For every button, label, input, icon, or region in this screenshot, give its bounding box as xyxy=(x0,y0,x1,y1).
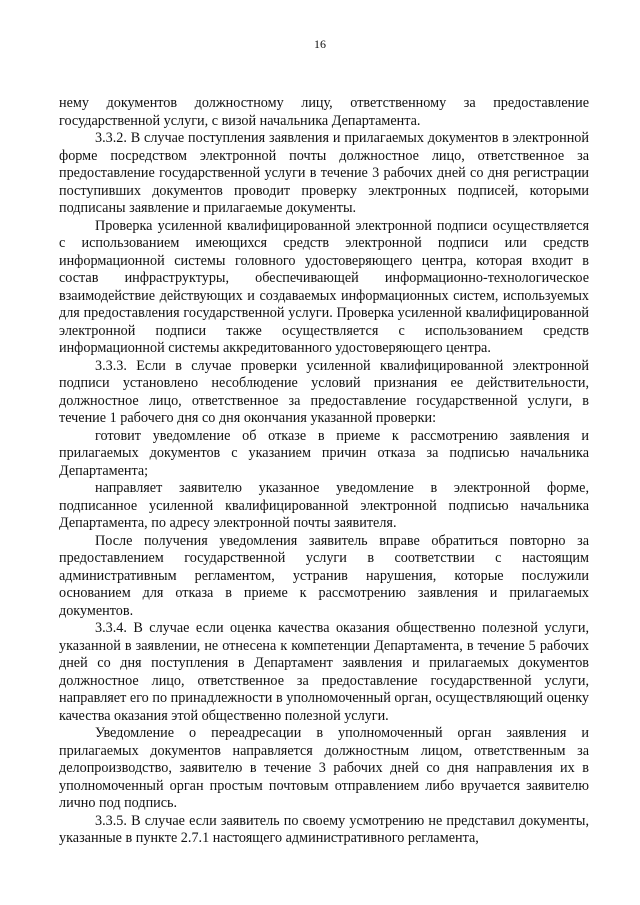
paragraph-3-3-5: 3.3.5. В случае если заявитель по своему усмотрению не представил документы, указанные в пункте 2.7.1 настоящего административного регламента, xyxy=(59,812,589,846)
paragraph-signature-check: Проверка усиленной квалифицированной электронной подписи осуществляется с использованием имеющихся средств электронной подписи или средств информационной системы головного удостоверяющего центра, которая входит в состав инфраструктуры, обеспечивающей информационно-технологическое взаимодействие действующих и создаваемых информационных систем, используемых для предоставления государственной услуги. Проверка усиленной квалифицированной электронной подписи также осуществляется с использованием средств информационной системы аккредитованного удостоверяющего центра. xyxy=(59,217,589,356)
paragraph-prepare-notice: готовит уведомление об отказе в приеме к рассмотрению заявления и прилагаемых документов с указанием причин отказа за подписью начальника Департамента; xyxy=(59,427,589,479)
paragraph-3-3-4: 3.3.4. В случае если оценка качества оказания общественно полезной услуги, указанной в заявлении, не отнесена к компетенции Департамента, в течение 5 рабочих дней со дня поступления в Департамент заявления и прилагаемых документов должностное лицо, ответственное за предоставление государственной услуги, направляет его по принадлежности в уполномоченный орган, осуществляющий оценку качества оказания этой общественно полезной услуги. xyxy=(59,620,589,724)
paragraph-send-notice: направляет заявителю указанное уведомление в электронной форме, подписанное усиленной квалифицированной электронной подписью начальника Департамента, по адресу электронной почты заявителя. xyxy=(59,480,589,531)
paragraph-redirect-notice: Уведомление о переадресации в уполномоченный орган заявления и прилагаемых документов направляется должностным лицом, ответственным за делопроизводство, заявителю в течение 3 рабочих дней со дня направления их в уполномоченный орган простым почтовым отправлением либо вручается заявителю лично под подпись. xyxy=(59,725,589,811)
document-body xyxy=(59,95,589,848)
paragraph-reapply: После получения уведомления заявитель вправе обратиться повторно за предоставлением государственной услуги в соответствии с настоящим административным регламентом, устранив нарушения, которые послужили основанием для отказа в приеме к рассмотрению заявления и прилагаемых документов. xyxy=(59,532,589,619)
paragraph-continuation: нему документов должностному лицу, ответственному за предоставление государственной услуги, с визой начальника Департамента. xyxy=(59,95,589,129)
page-number: 16 xyxy=(314,37,326,51)
paragraph-3-3-3: 3.3.3. Если в случае проверки усиленной квалифицированной электронной подписи установлено несоблюдение условий признания ее действительности, должностное лицо, ответственное за предоставление государственной услуги, в течение 1 рабочего дня со дня окончания указанной проверки: xyxy=(59,357,589,426)
paragraph-3-3-2: 3.3.2. В случае поступления заявления и прилагаемых документов в электронной форме посредством электронной почты должностное лицо, ответственное за предоставление государственной услуги в течение 3 рабочих дней со дня регистрации поступивших документов проводит проверку электронных подписей, которыми подписаны заявление и прилагаемые документы. xyxy=(59,130,589,216)
